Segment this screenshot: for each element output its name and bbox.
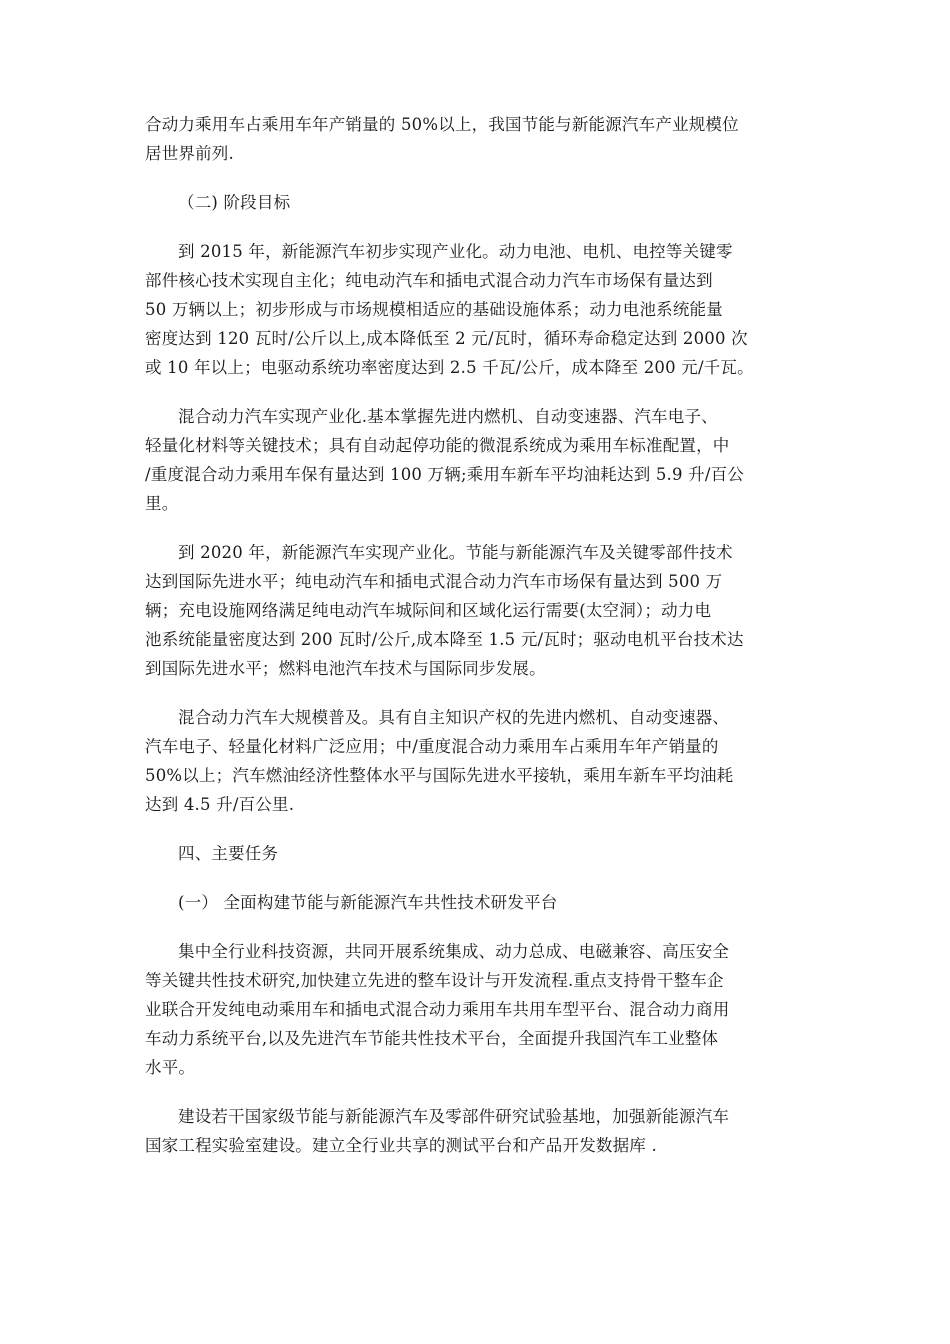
text-line: 池系统能量密度达到 200 瓦时/公斤,成本降至 1.5 元/瓦时；驱动电机平台技术达 <box>145 630 744 649</box>
paragraph-hybrid-industrialization <box>145 402 810 518</box>
text-line: 或 10 年以上；电驱动系统功率密度达到 2.5 千瓦/公斤，成本降至 200 元/千瓦。 <box>145 358 754 377</box>
text-line: 到国际先进水平；燃料电池汽车技术与国际同步发展。 <box>145 659 546 678</box>
section-heading-stage-goals: （二) 阶段目标 <box>178 193 291 212</box>
section-heading-main-tasks: 四、主要任务 <box>178 844 279 863</box>
text-line: 居世界前列. <box>145 144 234 163</box>
paragraph-test-bases <box>145 1102 810 1160</box>
text-line: 部件核心技术实现自主化；纯电动汽车和插电式混合动力汽车市场保有量达到 <box>145 271 713 290</box>
paragraph-rd-resources <box>145 937 810 1082</box>
paragraph-2020-goals <box>145 538 810 683</box>
text-line: 车动力系统平台,以及先进汽车节能共性技术平台，全面提升我国汽车工业整体 <box>145 1029 719 1048</box>
text-line: 密度达到 120 瓦时/公斤以上,成本降低至 2 元/瓦时，循环寿命稳定达到 2000 次 <box>145 329 748 348</box>
text-line: 50 万辆以上；初步形成与市场规模相适应的基础设施体系；动力电池系统能量 <box>145 300 723 319</box>
text-line: 辆；充电设施网络满足纯电动汽车城际间和区域化运行需要(太空洞）；动力电 <box>145 601 712 620</box>
document-page <box>145 110 810 1180</box>
text-line: 50%以上；汽车燃油经济性整体水平与国际先进水平接轨，乘用车新车平均油耗 <box>145 766 734 785</box>
text-line: 混合动力汽车实现产业化.基本掌握先进内燃机、自动变速器、汽车电子、 <box>178 407 718 426</box>
text-line: 达到国际先进水平；纯电动汽车和插电式混合动力汽车市场保有量达到 500 万 <box>145 572 723 591</box>
text-line: 水平。 <box>145 1058 196 1077</box>
paragraph-hybrid-popularization <box>145 703 810 819</box>
text-line: 混合动力汽车大规模普及。具有自主知识产权的先进内燃机、自动变速器、 <box>178 708 730 727</box>
text-line: 合动力乘用车占乘用车年产销量的 50%以上，我国节能与新能源汽车产业规模位 <box>145 115 739 134</box>
text-line: 轻量化材料等关键技术；具有自动起停功能的微混系统成为乘用车标准配置，中 <box>145 436 730 455</box>
paragraph-2015-goals <box>145 237 810 382</box>
text-line: 汽车电子、轻量化材料广泛应用；中/重度混合动力乘用车占乘用车年产销量的 <box>145 737 719 756</box>
subsection-heading-rd-platform: (一） 全面构建节能与新能源汽车共性技术研发平台 <box>178 893 558 912</box>
paragraph-intro-continuation <box>145 110 810 168</box>
text-line: /重度混合动力乘用车保有量达到 100 万辆;乘用车新车平均油耗达到 5.9 升/百公 <box>145 465 744 484</box>
text-line: 到 2015 年，新能源汽车初步实现产业化。动力电池、电机、电控等关键零 <box>178 242 733 261</box>
text-line: 业联合开发纯电动乘用车和插电式混合动力乘用车共用车型平台、混合动力商用 <box>145 1000 730 1019</box>
text-line: 建设若干国家级节能与新能源汽车及零部件研究试验基地，加强新能源汽车 <box>178 1107 730 1126</box>
text-line: 里。 <box>145 494 179 513</box>
text-line: 达到 4.5 升/百公里. <box>145 795 295 814</box>
text-line: 集中全行业科技资源，共同开展系统集成、动力总成、电磁兼容、高压安全 <box>178 942 730 961</box>
text-line: 到 2020 年，新能源汽车实现产业化。节能与新能源汽车及关键零部件技术 <box>178 543 733 562</box>
text-line: 国家工程实验室建设。建立全行业共享的测试平台和产品开发数据库 . <box>145 1136 657 1155</box>
text-line: 等关键共性技术研究,加快建立先进的整车设计与开发流程.重点支持骨干整车企 <box>145 971 724 990</box>
